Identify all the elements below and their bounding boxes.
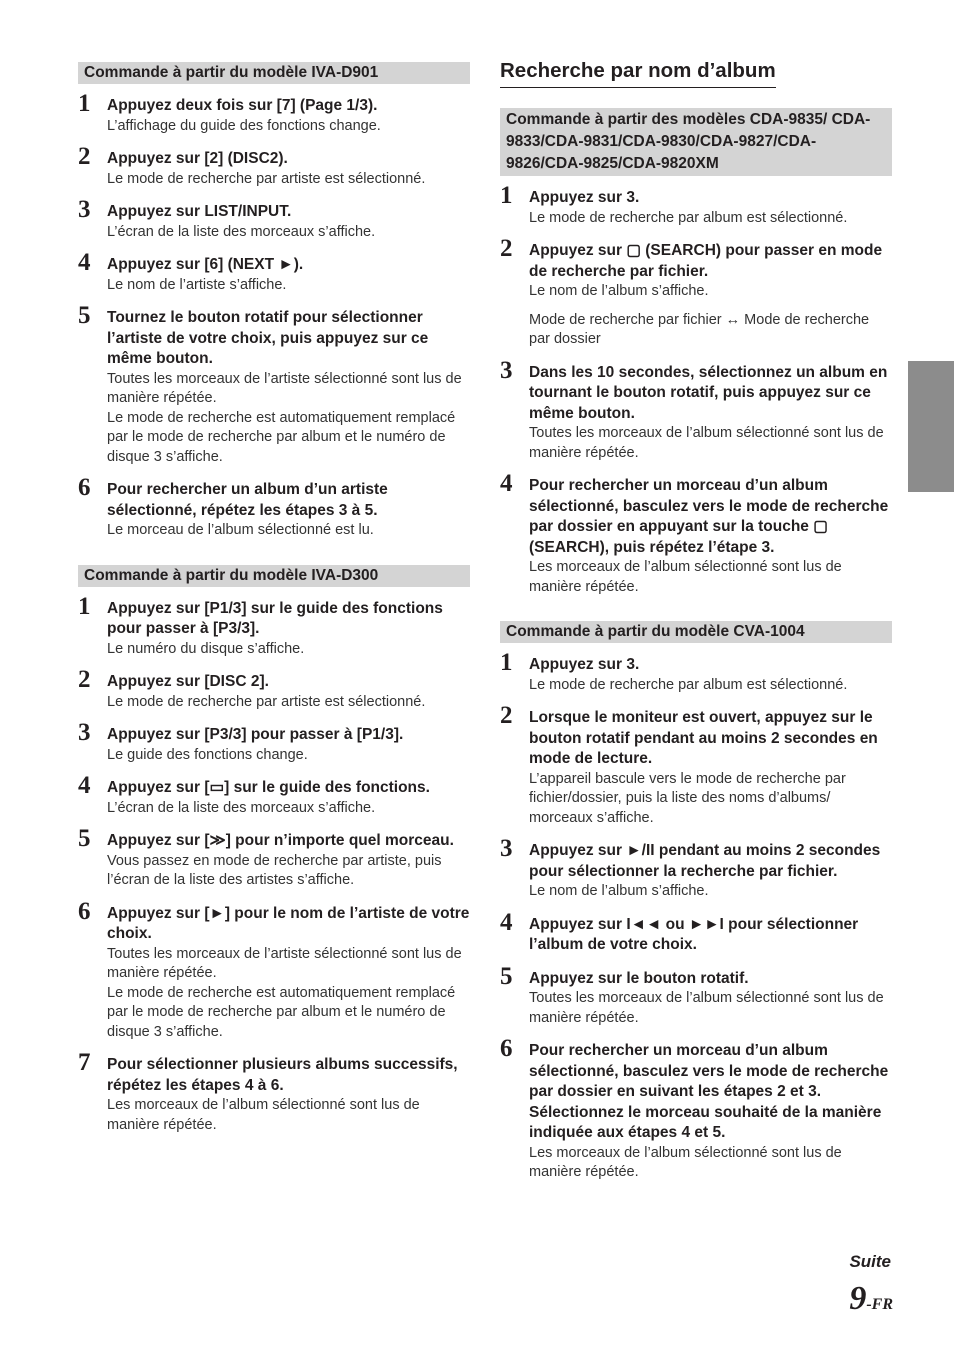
step-description: Le morceau de l’album sélectionné est lu.: [107, 522, 374, 538]
step-description: Le nom de l’album s’affiche.: [529, 283, 709, 299]
step-description: Les morceaux de l’album sélectionné sont lus de manière répétée.: [529, 1144, 842, 1180]
step-item: [78, 302, 470, 467]
step-number: 4: [78, 772, 91, 799]
step-number: 3: [78, 719, 91, 746]
step-description: Toutes les morceaux de l’album sélectionné sont lus de manière répétée.: [529, 990, 884, 1026]
step-description: Le mode de recherche est automatiquement remplacé par le mode de recherche par album et le numéro de disque 3 s’affiche.: [107, 409, 456, 465]
step-instruction: Appuyez sur ▢ (SEARCH) pour passer en mode de recherche par fichier.: [529, 242, 883, 280]
section-header: Commande à partir des modèles CDA-9835/ CDA-9833/CDA-9831/CDA-9830/CDA-9827/CDA-9826/CDA-9825/CDA-9820XM: [500, 108, 892, 176]
step-instruction: Appuyez sur [≫] pour n’importe quel morceau.: [107, 832, 454, 849]
step-instruction: Pour rechercher un album d’un artiste sélectionné, répétez les étapes 3 à 5.: [107, 481, 388, 519]
step-instruction: Pour rechercher un morceau d’un album sélectionné, basculez vers le mode de recherche par dossier en appuyant sur la touche ▢ (SEARCH), puis répétez l’étape 3.: [529, 477, 889, 556]
step-item: [500, 835, 892, 902]
step-item: [78, 772, 470, 818]
step-instruction: Appuyez sur [▭] sur le guide des fonctions.: [107, 779, 430, 796]
step-number: 2: [78, 666, 91, 693]
step-description: Le mode de recherche par album est sélectionné.: [529, 209, 848, 226]
step-description: Toutes les morceaux de l’artiste sélectionné sont lus de manière répétée.: [107, 945, 462, 981]
step-item: [500, 356, 892, 464]
step-description: Les morceaux de l’album sélectionné sont lus de manière répétée.: [107, 1097, 420, 1133]
step-item: [78, 249, 470, 295]
step-number: 6: [78, 474, 91, 501]
step-instruction: Appuyez deux fois sur [7] (Page 1/3).: [107, 97, 378, 114]
page-suffix: -FR: [866, 1296, 893, 1313]
left-column: [78, 62, 470, 1148]
step-description: Le guide des fonctions change.: [107, 746, 308, 763]
section-header: Commande à partir du modèle IVA-D901: [78, 62, 470, 84]
step-instruction: Appuyez sur [►] pour le nom de l’artiste de votre choix.: [107, 904, 470, 942]
step-instruction: Appuyez sur [6] (NEXT ►).: [107, 256, 304, 273]
step-item: [78, 143, 470, 189]
step-item: [78, 1049, 470, 1135]
step-item: [500, 470, 892, 597]
step-item: [500, 1035, 892, 1183]
step-item: [500, 649, 892, 695]
step-number: 7: [78, 1049, 91, 1076]
step-number: 2: [500, 235, 513, 262]
step-instruction: Appuyez sur 3.: [529, 656, 640, 673]
side-tab-marker: [908, 361, 954, 492]
step-instruction: Pour sélectionner plusieurs albums successifs, répétez les étapes 4 à 6.: [107, 1056, 458, 1094]
step-item: [500, 235, 892, 350]
step-instruction: Appuyez sur I◄◄ ou ►►I pour sélectionner l’album de votre choix.: [529, 915, 859, 953]
step-number: 2: [78, 143, 91, 170]
step-instruction: Appuyez sur [DISC 2].: [107, 673, 269, 690]
step-description: Le mode de recherche par artiste est sélectionné.: [107, 170, 426, 187]
right-column: [500, 58, 892, 1196]
step-number: 1: [500, 649, 513, 676]
step-item: [500, 182, 892, 228]
step-note: Mode de recherche par fichier ↔ Mode de recherche par dossier: [529, 311, 870, 347]
step-number: 2: [500, 702, 513, 729]
step-description: Le mode de recherche est automatiquement remplacé par le mode de recherche par album et le numéro de disque 3 s’affiche.: [107, 984, 456, 1040]
page-number-digit: 9: [849, 1280, 867, 1317]
step-instruction: Appuyez sur LIST/INPUT.: [107, 203, 292, 220]
step-number: 4: [500, 908, 513, 936]
step-number: 6: [500, 1035, 513, 1062]
step-number: 5: [78, 302, 91, 329]
step-instruction: Appuyez sur [P1/3] sur le guide des fonctions pour passer à [P3/3].: [107, 599, 443, 637]
continued-label: Suite: [849, 1252, 891, 1271]
step-item: [78, 719, 470, 765]
step-description: L’écran de la liste des morceaux s’affiche.: [107, 799, 376, 816]
step-number: 4: [500, 470, 513, 497]
step-instruction: Tournez le bouton rotatif pour sélectionner l’artiste de votre choix, puis appuyez sur ce même bouton.: [107, 309, 429, 367]
step-description: L’affichage du guide des fonctions change.: [107, 117, 381, 134]
step-instruction: Appuyez sur [2] (DISC2).: [107, 150, 288, 167]
step-description: Le mode de recherche par artiste est sélectionné.: [107, 693, 426, 710]
section-header: Commande à partir du modèle IVA-D300: [78, 565, 470, 587]
step-number: 5: [78, 825, 91, 852]
step-description: Le mode de recherche par album est sélectionné.: [529, 676, 848, 693]
step-item: [500, 908, 892, 956]
step-item: [78, 474, 470, 541]
step-item: [500, 702, 892, 828]
step-description: Toutes les morceaux de l’album sélectionné sont lus de manière répétée.: [529, 425, 884, 461]
step-number: 5: [500, 962, 513, 990]
step-number: 6: [78, 897, 91, 925]
step-instruction: Lorsque le moniteur est ouvert, appuyez sur le bouton rotatif pendant au moins 2 secondes en mode de lecture.: [529, 709, 878, 767]
step-description: Vous passez en mode de recherche par artiste, puis l’écran de la liste des artistes s’affiche.: [107, 852, 442, 888]
step-number: 1: [78, 90, 91, 117]
step-description: Le numéro du disque s’affiche.: [107, 640, 305, 657]
step-item: [78, 196, 470, 242]
step-instruction: Appuyez sur le bouton rotatif.: [529, 969, 749, 987]
step-description: Toutes les morceaux de l’artiste sélectionné sont lus de manière répétée.: [107, 370, 462, 406]
step-instruction: Appuyez sur [P3/3] pour passer à [P1/3].: [107, 726, 404, 743]
section-title: Recherche par nom d’album: [500, 58, 776, 88]
step-number: 3: [500, 835, 513, 862]
step-instruction: Appuyez sur 3.: [529, 189, 640, 206]
step-item: [78, 897, 470, 1043]
step-number: 4: [78, 249, 91, 276]
step-number: 3: [500, 356, 513, 384]
section-header: Commande à partir du modèle CVA-1004: [500, 621, 892, 643]
step-instruction: Appuyez sur ►/II pendant au moins 2 secondes pour sélectionner la recherche par fichier.: [529, 842, 881, 880]
step-item: [78, 666, 470, 712]
step-instruction: Pour rechercher un morceau d’un album sélectionné, basculez vers le mode de recherche par dossier en suivant les étapes 2 et 3. Sélectionnez le morceau souhaité de la manière indiquée aux étapes 4 et 5.: [529, 1042, 889, 1141]
step-description: L’écran de la liste des morceaux s’affiche.: [107, 223, 376, 240]
step-item: [78, 592, 470, 660]
step-description: Les morceaux de l’album sélectionné sont lus de manière répétée.: [529, 559, 842, 595]
step-description: Le nom de l’album s’affiche.: [529, 883, 709, 899]
step-number: 1: [78, 592, 91, 620]
step-instruction: Dans les 10 secondes, sélectionnez un album en tournant le bouton rotatif, puis appuyez sur ce même bouton.: [529, 363, 888, 422]
step-item: [78, 90, 470, 136]
step-number: 3: [78, 196, 91, 223]
step-item: [500, 962, 892, 1029]
step-description: L’appareil bascule vers le mode de recherche par fichier/dossier, puis la liste des noms d’albums/ morceaux s’affiche.: [529, 770, 846, 826]
page-number: [849, 1280, 893, 1318]
step-item: [78, 825, 470, 891]
step-description: Le nom de l’artiste s’affiche.: [107, 276, 287, 293]
step-number: 1: [500, 182, 513, 209]
